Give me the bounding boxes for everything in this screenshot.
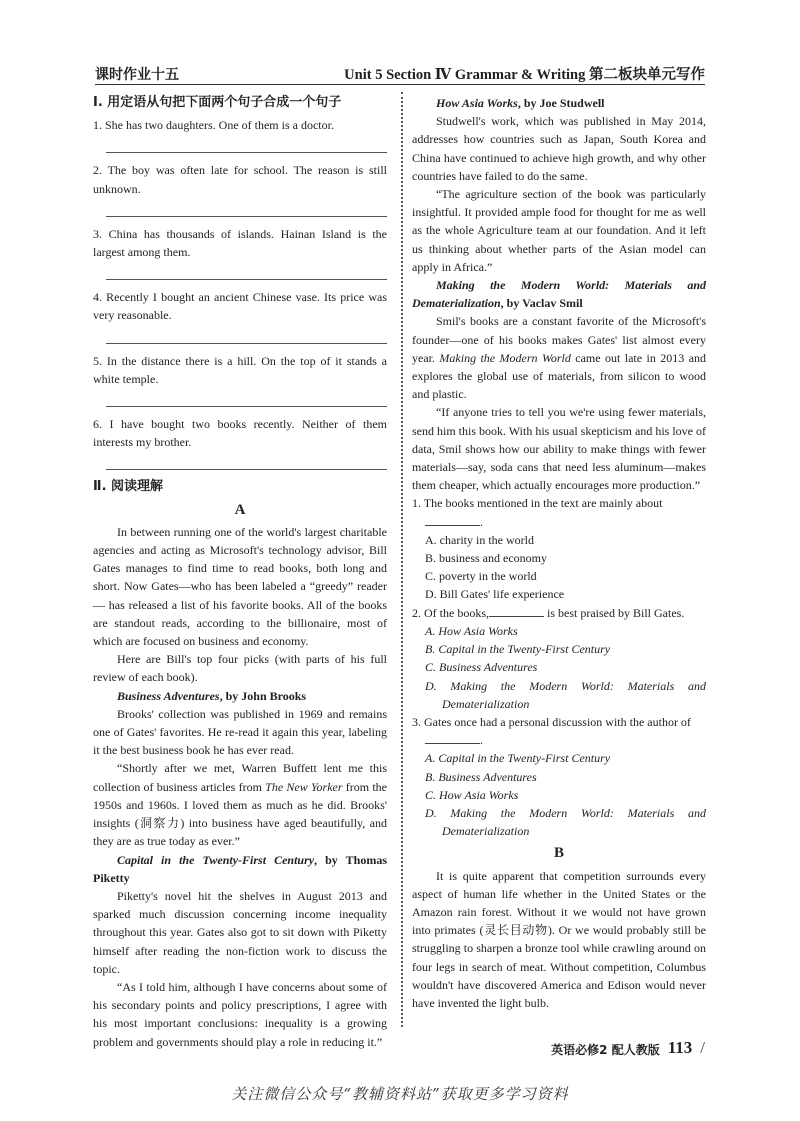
book4-author: , by Vaclav Smil <box>500 296 583 311</box>
sentence-num: 3. <box>93 226 102 241</box>
question-tail: is best praised by Bill Gates. <box>544 605 685 620</box>
question-stem: Of the books, <box>424 605 489 620</box>
book4-heading <box>412 276 706 312</box>
book3-p2: “The agriculture section of the book was particularly insightful. It provided ample food for thought for me as well as the whole Agriculture team at our foundation. And it left us thinking about whether parts of the Asian model can apply in Africa.” <box>412 187 706 274</box>
page-header <box>95 62 705 85</box>
book2-heading <box>93 851 387 887</box>
book1-p2 <box>93 759 387 850</box>
sentence-text: She has two daughters. One of them is a doctor. <box>105 118 334 133</box>
q2-option-b[interactable] <box>412 640 706 658</box>
book2-p2: “As I told him, although I have concerns about some of his secondary points and policy prescriptions, I agree with his most important conclusions: inequality is a growing problem and governments should play a role in reducing it.” <box>93 979 387 1049</box>
option-text: A. How Asia Works <box>425 623 518 638</box>
option-text: D. Making the Modern World: Materials and Dematerialization <box>425 805 706 839</box>
sentence-item-2 <box>93 161 387 197</box>
sentence-item-5 <box>93 352 387 388</box>
section2-title: Ⅱ. 阅读理解 <box>93 479 164 495</box>
book4-p1 <box>412 312 706 403</box>
book4-p2: “If anyone tries to tell you we're using fewer materials, send him this book. With his usual skepticism and his love of data, Smil shows how our ability to make things with fewer materials—say, soda cans that need less aluminum—makes them cheaper, which actually encourages more production.” <box>412 405 706 493</box>
q3-option-b[interactable] <box>412 768 706 786</box>
option-text: C. How Asia Works <box>425 787 519 802</box>
book3-author: , by Joe Studwell <box>517 96 605 110</box>
passage-b-p1: It is quite apparent that competition surrounds every aspect of human life whether in the United States or the Amazon rain forest. Without it we would not have grown into primates (灵长目动物). Or we would probably still be struggling to sharpen a bronze tool while crawling around on four legs in search of meat. Without competition, Columbus wouldn't have discovered America and Edison would never have invented the light bulb. <box>412 868 706 1010</box>
sentence-num: 4. <box>93 290 102 305</box>
option-text: D. Making the Modern World: Materials and Dematerialization <box>425 678 706 711</box>
book3-heading <box>412 94 706 112</box>
question-num: 1. <box>412 496 421 511</box>
q1-option-d[interactable] <box>412 585 706 603</box>
watermark-text: 关注微信公众号“教辅资料站”获取更多学习资料 <box>231 1085 569 1103</box>
sentence-text: The boy was often late for school. The reason is still unknown. <box>93 163 387 196</box>
answer-line-2[interactable] <box>106 198 387 217</box>
sentence-item-3 <box>93 225 387 261</box>
option-text: A. charity in the world <box>425 532 534 547</box>
question-num: 3. <box>412 714 421 729</box>
book1-magazine: The New Yorker <box>265 779 343 794</box>
question-tail: . <box>480 514 483 529</box>
header-right: Unit 5 Section Ⅳ Grammar & Writing 第二板块单元写作 <box>344 67 705 83</box>
option-text: B. Business Adventures <box>425 769 537 784</box>
option-text: C. Business Adventures <box>425 660 538 675</box>
answer-line-6[interactable] <box>106 451 387 470</box>
passage-a-letter: A <box>234 501 246 518</box>
question-stem: The books mentioned in the text are mainly about <box>423 496 663 511</box>
option-text: C. poverty in the world <box>425 569 537 584</box>
option-text: B. business and economy <box>425 551 547 566</box>
book4-p1-title: Making the Modern World <box>439 350 571 365</box>
question-2 <box>412 604 706 622</box>
answer-line-5[interactable] <box>106 388 387 407</box>
sentence-num: 2. <box>93 163 102 178</box>
q1-option-c[interactable] <box>412 567 706 585</box>
sentence-item-4 <box>93 288 387 324</box>
header-left: 课时作业十五 <box>95 67 179 83</box>
question-1 <box>412 494 706 530</box>
book1-p1: Brooks' collection was published in 1969 and remains one of Gates' favorites. He re-read it again this year, labeling it the best business book he has ever read. <box>93 706 387 758</box>
book1-heading <box>93 687 387 705</box>
book4-p1-a: Smil's books are a constant favorite of the Microsoft's founder—one of his books makes Gates' list almost every year. <box>412 314 706 365</box>
column-divider <box>401 92 403 1027</box>
sentence-item-6 <box>93 415 387 451</box>
q1-option-b[interactable] <box>412 549 706 567</box>
book1-author: , by John Brooks <box>219 688 307 703</box>
answer-line-4[interactable] <box>106 325 387 344</box>
book1-p2-a: “Shortly after we met, Warren Buffett lent me this collection of business articles from <box>93 761 387 794</box>
q1-option-a[interactable] <box>412 531 706 549</box>
sentence-text: Recently I bought an ancient Chinese vase. Its price was very reasonable. <box>93 290 387 323</box>
page-footer <box>551 1038 705 1058</box>
footer-book-name: 英语必修2 配人教版 <box>551 1043 660 1057</box>
answer-line-3[interactable] <box>106 261 387 280</box>
q3-option-c[interactable] <box>412 786 706 804</box>
sentence-num: 6. <box>93 417 102 432</box>
book2-author: , by Thomas Piketty <box>93 852 387 885</box>
answer-blank-3[interactable] <box>425 731 480 744</box>
sentence-text: China has thousands of islands. Hainan Island is the largest among them. <box>93 226 388 260</box>
option-text: A. Capital in the Twenty-First Century <box>425 751 611 766</box>
question-3 <box>412 713 706 749</box>
book1-p2-b: from the 1950s and 1960s. I loved them as much as he did. Brooks' insights (洞察力) into business have aged beautifully, and they are as true today as ever.” <box>93 779 387 849</box>
q2-option-c[interactable] <box>412 658 706 676</box>
passage-a-p2: Here are Bill's top four picks (with parts of his full review of each book). <box>93 652 387 685</box>
option-text: D. Bill Gates' life experience <box>425 587 565 602</box>
book4-title: Making the Modern World: Materials and Dematerialization <box>412 278 706 311</box>
sentence-text: In the distance there is a hill. On the top of it stands a white temple. <box>93 353 388 386</box>
passage-a-p1: In between running one of the world's largest charitable agencies and acting as Microsoft's technology advisor, Bill Gates manages to find time to read books, both long and short. Now Gates—who has been labeled a “greedy” reader — has released a list of his favorite books. All of the books are standout reads, according to the billionaire, most of which are focused on business and economy. <box>93 524 387 649</box>
answer-line-1[interactable] <box>106 134 387 153</box>
book4-p1-b: came out late in 2013 and explores the global use of materials, from silicon to wood and plastic. <box>412 350 706 402</box>
question-num: 2. <box>412 605 421 620</box>
book3-p1: Studwell's work, which was published in May 2014, addresses how countries such as Japan, South Korea and China have continued to achieve high growth, and why other countries have failed to do the same. <box>412 114 706 183</box>
passage-b-letter: B <box>553 845 564 862</box>
left-column <box>93 94 387 1051</box>
sentence-num: 1. <box>93 118 102 133</box>
option-text: B. Capital in the Twenty-First Century <box>425 642 611 657</box>
sentence-text: I have bought two books recently. Neither of them interests my brother. <box>93 417 387 450</box>
question-stem: Gates once had a personal discussion with the author of <box>424 714 691 729</box>
footer-slash: / <box>700 1038 705 1057</box>
q3-option-d[interactable] <box>412 804 706 840</box>
right-column <box>412 94 706 1012</box>
book3-title: How Asia Works <box>436 96 518 110</box>
answer-blank-2[interactable] <box>489 604 544 617</box>
sentence-item-1 <box>93 116 387 134</box>
q2-option-d[interactable] <box>412 677 706 713</box>
section1-title: Ⅰ. 用定语从句把下面两个句子合成一个句子 <box>93 95 342 110</box>
question-tail: . <box>480 733 483 748</box>
answer-blank-1[interactable] <box>425 513 480 526</box>
book2-title: Capital in the Twenty-First Century <box>117 852 315 867</box>
q2-option-a[interactable] <box>412 622 706 640</box>
q3-option-a[interactable] <box>412 749 706 767</box>
book2-p1: Piketty's novel hit the shelves in August 2013 and sparked much discussion concerning income inequality throughout this year. Gates also got to sit down with Piketty himself after reading the non-fiction work to discuss the topic. <box>93 888 387 976</box>
book1-title: Business Adventures <box>117 688 220 703</box>
page-number: 113 <box>667 1038 693 1057</box>
sentence-num: 5. <box>93 353 102 368</box>
